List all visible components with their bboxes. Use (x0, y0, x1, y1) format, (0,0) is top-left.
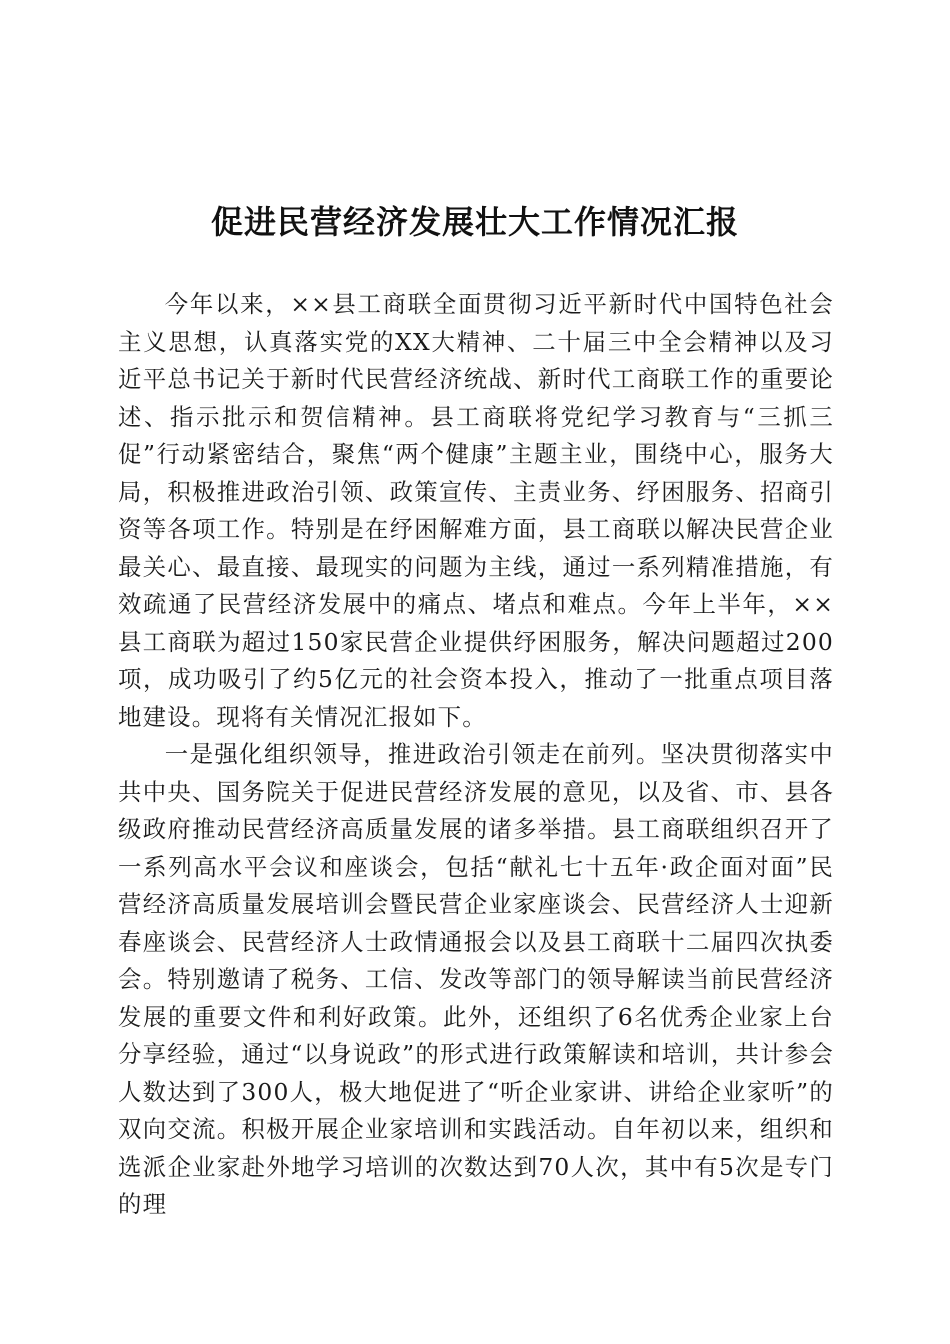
paragraph-intro: 今年以来，××县工商联全面贯彻习近平新时代中国特色社会主义思想，认真落实党的XX大精神、二十届三中全会精神以及习近平总书记关于新时代民营经济统战、新时代工商联工作的重要论述、指示批示和贺信精神。县工商联将党纪学习教育与“三抓三促”行动紧密结合，聚焦“两个健康”主题主业，围绕中心，服务大局，积极推进政治引领、政策宣传、主责业务、纾困服务、招商引资等各项工作。特别是在纾困解难方面，县工商联以解决民营企业最关心、最直接、最现实的问题为主线，通过一系列精准措施，有效疏通了民营经济发展中的痛点、堵点和难点。今年上半年，××县工商联为超过150家民营企业提供纾困服务，解决问题超过200项，成功吸引了约5亿元的社会资本投入，推动了一批重点项目落地建设。现将有关情况汇报如下。 (118, 290, 834, 731)
document-title: 促进民营经济发展壮大工作情况汇报 (210, 203, 739, 241)
paragraph-political-guidance: 一是强化组织领导，推进政治引领走在前列。坚决贯彻落实中共中央、国务院关于促进民营经济发展的意见，以及省、市、县各级政府推动民营经济高质量发展的诸多举措。县工商联组织召开了一系列高水平会议和座谈会，包括“献礼七十五年·政企面对面”民营经济高质量发展培训会暨民营企业家座谈会、民营经济人士迎新春座谈会、民营经济人士政情通报会以及县工商联十二届四次执委会。特别邀请了税务、工信、发改等部门的领导解读当前民营经济发展的重要文件和利好政策。此外，还组织了6名优秀企业家上台分享经验，通过“以身说政”的形式进行政策解读和培训，共计参会人数达到了300人，极大地促进了“听企业家讲、讲给企业家听”的双向交流。积极开展企业家培训和实践活动。自年初以来，组织和选派企业家赴外地学习培训的次数达到70人次，其中有5次是专门的理 (118, 740, 834, 1218)
document-body (118, 286, 834, 1224)
